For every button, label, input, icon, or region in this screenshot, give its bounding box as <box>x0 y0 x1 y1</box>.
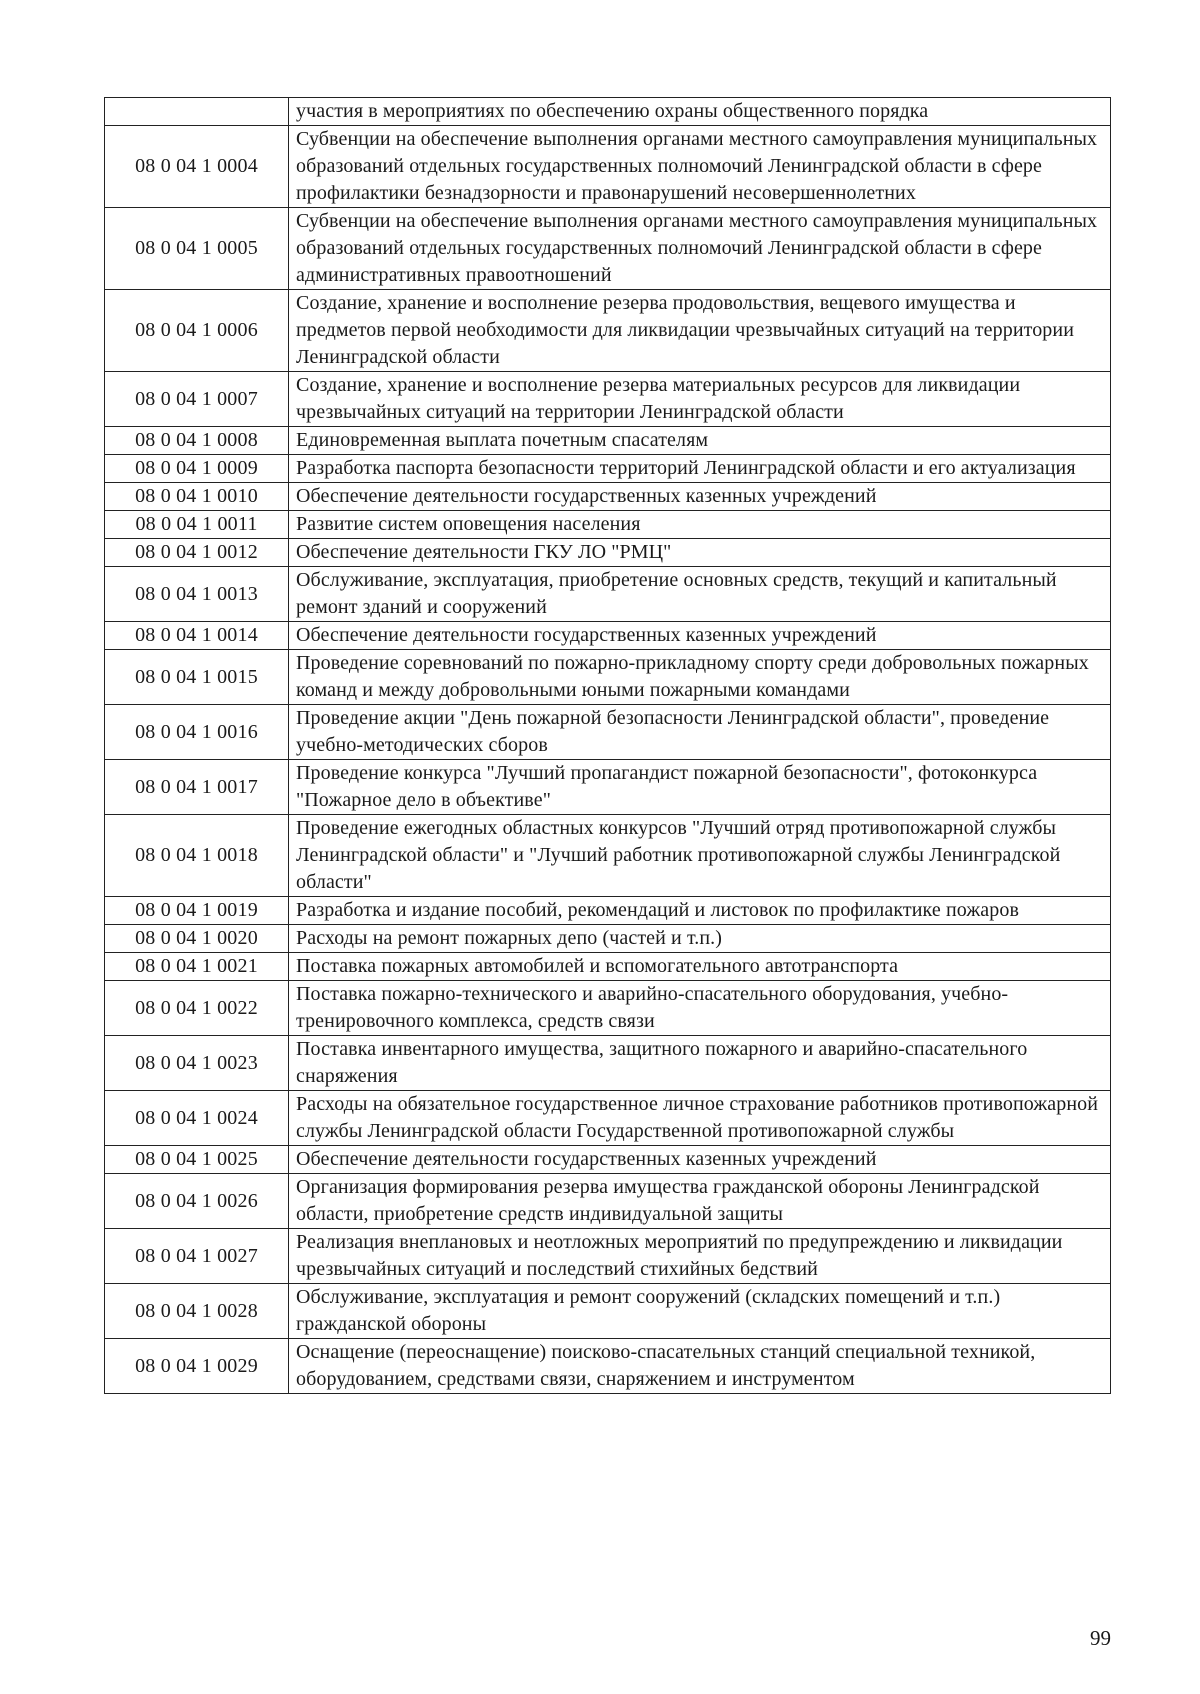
table-row <box>105 760 1111 815</box>
row-code <box>105 98 289 126</box>
table-row <box>105 1036 1111 1091</box>
table-row <box>105 1091 1111 1146</box>
row-code: 08 0 04 1 0004 <box>105 126 289 208</box>
budget-code-table-body <box>105 98 1111 1394</box>
row-description: Субвенции на обеспечение выполнения органами местного самоуправления муниципальных образований отдельных государственных полномочий Ленинградской области в сфере профилактики безнадзорности и правонарушений несовершеннолетних <box>289 126 1111 208</box>
row-code: 08 0 04 1 0011 <box>105 511 289 539</box>
row-code: 08 0 04 1 0025 <box>105 1146 289 1174</box>
row-code: 08 0 04 1 0016 <box>105 705 289 760</box>
row-description: Проведение конкурса "Лучший пропагандист пожарной безопасности", фотоконкурса "Пожарное дело в объективе" <box>289 760 1111 815</box>
row-code: 08 0 04 1 0012 <box>105 539 289 567</box>
row-code: 08 0 04 1 0015 <box>105 650 289 705</box>
table-row <box>105 897 1111 925</box>
row-code: 08 0 04 1 0009 <box>105 455 289 483</box>
table-row <box>105 126 1111 208</box>
table-row <box>105 1229 1111 1284</box>
row-description: Разработка и издание пособий, рекомендаций и листовок по профилактике пожаров <box>289 897 1111 925</box>
table-row <box>105 208 1111 290</box>
row-description: Обслуживание, эксплуатация, приобретение основных средств, текущий и капитальный ремонт зданий и сооружений <box>289 567 1111 622</box>
row-description: Проведение ежегодных областных конкурсов "Лучший отряд противопожарной службы Ленинградской области" и "Лучший работник противопожарной службы Ленинградской области" <box>289 815 1111 897</box>
row-code: 08 0 04 1 0020 <box>105 925 289 953</box>
row-code: 08 0 04 1 0024 <box>105 1091 289 1146</box>
row-description: Обеспечение деятельности государственных казенных учреждений <box>289 622 1111 650</box>
row-code: 08 0 04 1 0006 <box>105 290 289 372</box>
table-row <box>105 925 1111 953</box>
row-code: 08 0 04 1 0005 <box>105 208 289 290</box>
row-code: 08 0 04 1 0018 <box>105 815 289 897</box>
row-code: 08 0 04 1 0017 <box>105 760 289 815</box>
table-row <box>105 705 1111 760</box>
row-description: Поставка пожарных автомобилей и вспомогательного автотранспорта <box>289 953 1111 981</box>
row-code: 08 0 04 1 0013 <box>105 567 289 622</box>
table-row <box>105 567 1111 622</box>
row-description: Обеспечение деятельности государственных казенных учреждений <box>289 483 1111 511</box>
table-row <box>105 650 1111 705</box>
row-description: Обеспечение деятельности ГКУ ЛО "РМЦ" <box>289 539 1111 567</box>
row-description: Поставка инвентарного имущества, защитного пожарного и аварийно-спасательного снаряжения <box>289 1036 1111 1091</box>
row-code: 08 0 04 1 0026 <box>105 1174 289 1229</box>
table-row <box>105 1284 1111 1339</box>
row-code: 08 0 04 1 0023 <box>105 1036 289 1091</box>
row-code: 08 0 04 1 0021 <box>105 953 289 981</box>
row-code: 08 0 04 1 0007 <box>105 372 289 427</box>
row-code: 08 0 04 1 0014 <box>105 622 289 650</box>
table-row <box>105 1339 1111 1394</box>
table-row <box>105 455 1111 483</box>
row-description: Проведение соревнований по пожарно-прикладному спорту среди добровольных пожарных команд и между добровольными юными пожарными командами <box>289 650 1111 705</box>
table-row <box>105 953 1111 981</box>
table-row <box>105 372 1111 427</box>
row-description: Расходы на ремонт пожарных депо (частей и т.п.) <box>289 925 1111 953</box>
row-code: 08 0 04 1 0010 <box>105 483 289 511</box>
row-description: Оснащение (переоснащение) поисково-спасательных станций специальной техникой, оборудованием, средствами связи, снаряжением и инструментом <box>289 1339 1111 1394</box>
page-number: 99 <box>1090 1626 1111 1650</box>
row-description: Обслуживание, эксплуатация и ремонт сооружений (складских помещений и т.п.) гражданской обороны <box>289 1284 1111 1339</box>
table-row <box>105 1146 1111 1174</box>
table-row <box>105 622 1111 650</box>
table-row <box>105 511 1111 539</box>
row-code: 08 0 04 1 0029 <box>105 1339 289 1394</box>
row-description: Расходы на обязательное государственное личное страхование работников противопожарной службы Ленинградской области Государственной противопожарной службы <box>289 1091 1111 1146</box>
row-description: Субвенции на обеспечение выполнения органами местного самоуправления муниципальных образований отдельных государственных полномочий Ленинградской области в сфере административных правоотношений <box>289 208 1111 290</box>
row-description: Обеспечение деятельности государственных казенных учреждений <box>289 1146 1111 1174</box>
table-row <box>105 290 1111 372</box>
budget-code-table <box>104 97 1111 1394</box>
table-row <box>105 539 1111 567</box>
row-description: Проведение акции "День пожарной безопасности Ленинградской области", проведение учебно-методических сборов <box>289 705 1111 760</box>
table-row <box>105 483 1111 511</box>
row-description: Развитие систем оповещения населения <box>289 511 1111 539</box>
row-description: Создание, хранение и восполнение резерва продовольствия, вещевого имущества и предметов первой необходимости для ликвидации чрезвычайных ситуаций на территории Ленинградской области <box>289 290 1111 372</box>
table-row <box>105 981 1111 1036</box>
row-description: участия в мероприятиях по обеспечению охраны общественного порядка <box>289 98 1111 126</box>
table-row <box>105 98 1111 126</box>
row-description: Разработка паспорта безопасности территорий Ленинградской области и его актуализация <box>289 455 1111 483</box>
row-code: 08 0 04 1 0008 <box>105 427 289 455</box>
table-row <box>105 1174 1111 1229</box>
table-row <box>105 427 1111 455</box>
row-code: 08 0 04 1 0022 <box>105 981 289 1036</box>
row-code: 08 0 04 1 0019 <box>105 897 289 925</box>
row-description: Единовременная выплата почетным спасателям <box>289 427 1111 455</box>
row-code: 08 0 04 1 0027 <box>105 1229 289 1284</box>
row-description: Создание, хранение и восполнение резерва материальных ресурсов для ликвидации чрезвычайных ситуаций на территории Ленинградской области <box>289 372 1111 427</box>
row-description: Реализация внеплановых и неотложных мероприятий по предупреждению и ликвидации чрезвычайных ситуаций и последствий стихийных бедствий <box>289 1229 1111 1284</box>
table-row <box>105 815 1111 897</box>
row-description: Организация формирования резерва имущества гражданской обороны Ленинградской области, приобретение средств индивидуальной защиты <box>289 1174 1111 1229</box>
row-code: 08 0 04 1 0028 <box>105 1284 289 1339</box>
row-description: Поставка пожарно-технического и аварийно-спасательного оборудования, учебно-тренировочного комплекса, средств связи <box>289 981 1111 1036</box>
